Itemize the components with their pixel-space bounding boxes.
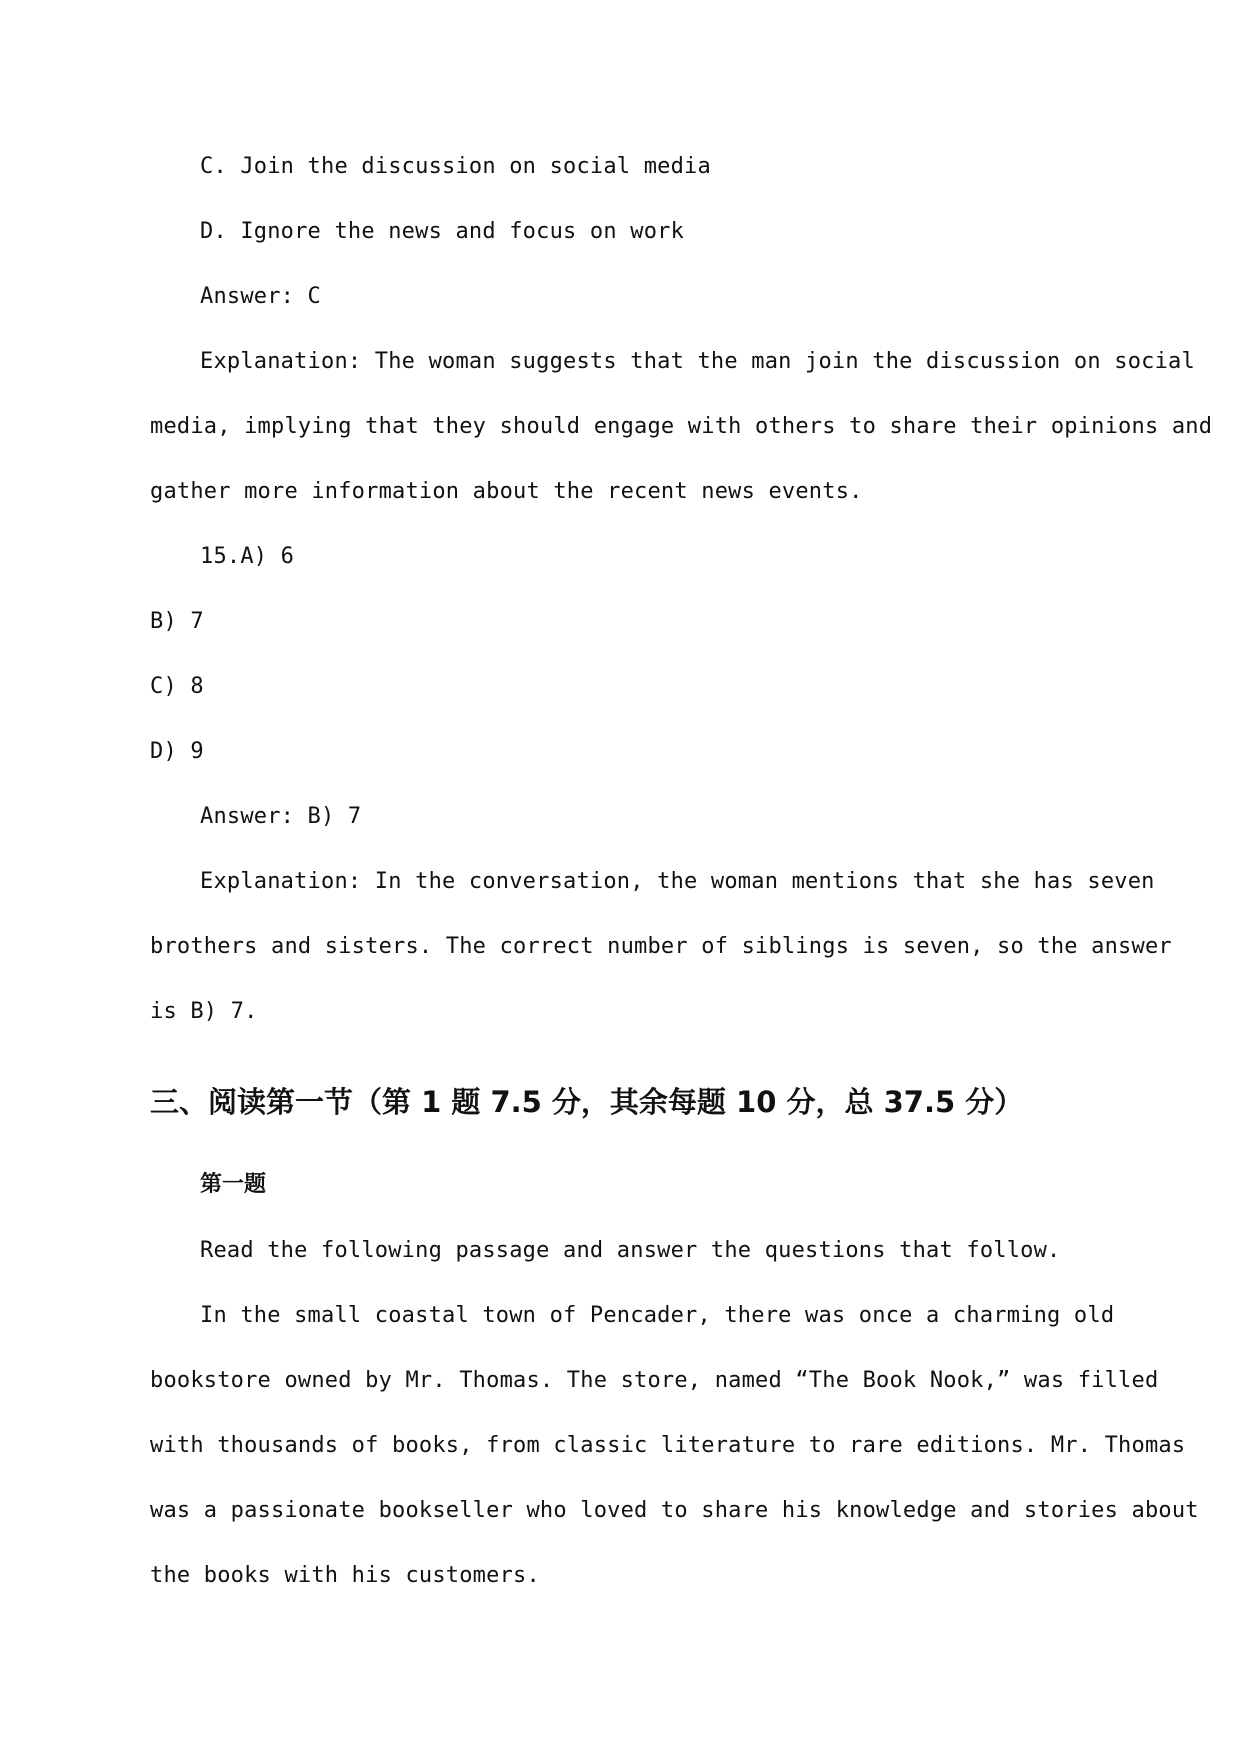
q15-option-c: C) 8 [150, 674, 204, 699]
q14-answer: Answer: C [200, 284, 322, 309]
q15-explanation-line: Explanation: In the conversation, the woman mentions that she has seven [200, 869, 1155, 894]
q14-option-c: C. Join the discussion on social media [200, 154, 711, 179]
passage-line: In the small coastal town of Pencader, there was once a charming old [200, 1303, 1115, 1328]
q15-answer: Answer: B) 7 [200, 804, 362, 829]
q15-option-b: B) 7 [150, 609, 204, 634]
reading-instruction: Read the following passage and answer the questions that follow. [200, 1238, 1061, 1263]
q14-option-d: D. Ignore the news and focus on work [200, 219, 685, 244]
passage-line: the books with his customers. [150, 1563, 540, 1588]
question-title: 第一题 [200, 1172, 267, 1197]
q15-option-d: D) 9 [150, 739, 204, 764]
q15-explanation-line: is B) 7. [150, 999, 258, 1024]
q14-explanation-line: gather more information about the recent news events. [150, 479, 863, 504]
q14-explanation-line: media, implying that they should engage with others to share their opinions and [150, 414, 1213, 439]
q14-explanation-line: Explanation: The woman suggests that the man join the discussion on social [200, 349, 1195, 374]
q15-option-a: 15.A) 6 [200, 544, 295, 569]
passage-line: bookstore owned by Mr. Thomas. The store, named “The Book Nook,” was filled [150, 1368, 1159, 1393]
passage-line: with thousands of books, from classic literature to rare editions. Mr. Thomas [150, 1433, 1186, 1458]
passage-line: was a passionate bookseller who loved to share his knowledge and stories about [150, 1498, 1199, 1523]
q15-explanation-line: brothers and sisters. The correct number of siblings is seven, so the answer [150, 934, 1172, 959]
section-heading: 三、阅读第一节（第 1 题 7.5 分，其余每题 10 分，总 37.5 分） [150, 1085, 1024, 1119]
